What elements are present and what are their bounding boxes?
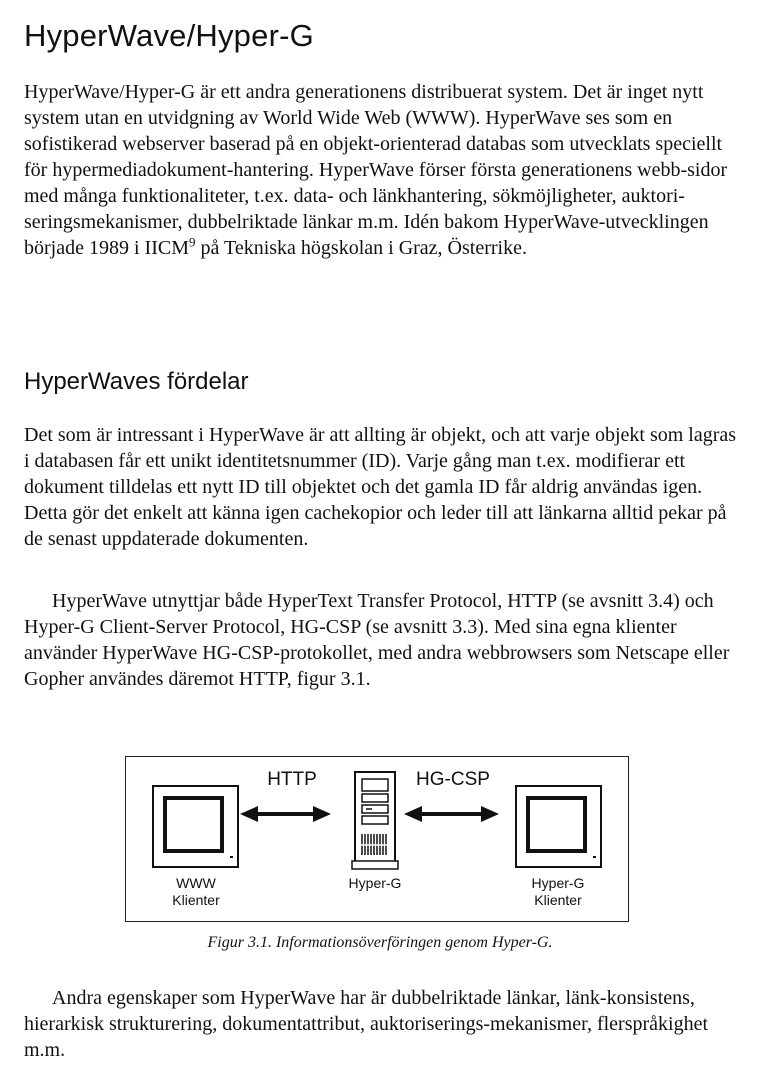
- intro-paragraph: [24, 79, 738, 261]
- server-label: Hyper-G: [348, 875, 402, 891]
- www-clients-label: [148, 875, 244, 909]
- monitor-icon-left: [153, 786, 238, 867]
- intro-text-end: på Tekniska högskolan i Graz, Österrike.: [195, 237, 527, 259]
- figure-caption: Figur 3.1. Informationsöverföringen genom Hyper-G.: [207, 934, 553, 951]
- double-arrow-hg-csp: [404, 806, 499, 822]
- hyper-g-clients-line1: Hyper-G: [531, 875, 585, 891]
- server-icon: [352, 772, 398, 869]
- section-paragraph-1: Det som är intressant i HyperWave är att allting är objekt, och att varje objekt som lagras i databasen får ett unikt identitetsnummer (ID). Varje gång man t.ex. modifierar ett dokument tilldelas ett nytt ID till objektet och det gamla ID får aldrig användas igen. Detta gör det enkelt att känna igen cachekopior och leder till att länkarna alltid pekar på de senast uppdaterade dokumenten.: [24, 424, 737, 550]
- section-paragraph-2: HyperWave utnyttjar både HyperText Transfer Protocol, HTTP (se avsnitt 3.4) och Hyper-G Client-Server Protocol, HG-CSP (se avsnitt 3.3). Med sina egna klienter använder HyperWave HG-CSP-protokollet, med andra webbrowsers som Netscape eller Gopher användes däremot HTTP, figur 3.1.: [24, 590, 730, 690]
- intro-text: HyperWave/Hyper-G är ett andra generationens distribuerat system. Det är inget nytt system utan en utvidgning av World Wide Web (WWW). HyperWave ses som en sofistikerad webserver baserad på en objekt-orienterad databas som utvecklats speciellt för hypermediadokument-hantering. HyperWave förser första generationens webb-sidor med många funktionaliteter, t.ex. data- och länkhantering, sökmöjligheter, auktori-seringsmekanismer, dubbelriktade länkar m.m. Idén bakom HyperWave-utvecklingen började 1989 i IICM: [24, 81, 728, 259]
- www-clients-line1: WWW: [176, 875, 216, 891]
- section-heading: HyperWaves fördelar: [24, 368, 249, 395]
- hyper-g-clients-label: [510, 875, 606, 909]
- hyper-g-clients-line2: Klienter: [534, 892, 582, 908]
- hg-csp-label: HG-CSP: [416, 769, 490, 790]
- double-arrow-http: [240, 806, 331, 822]
- www-clients-line2: Klienter: [172, 892, 220, 908]
- http-label: HTTP: [267, 769, 317, 790]
- monitor-icon-right: [516, 786, 601, 867]
- footnote-marker: 9: [188, 234, 196, 250]
- closing-paragraph: Andra egenskaper som HyperWave har är dubbelriktade länkar, länk-konsistens, hierarkisk strukturering, dokumentattribut, auktoriserings-mekanismer, flerspråkighet m.m.: [24, 987, 709, 1061]
- figure-diagram: [125, 756, 629, 922]
- page-title: HyperWave/Hyper-G: [24, 18, 314, 53]
